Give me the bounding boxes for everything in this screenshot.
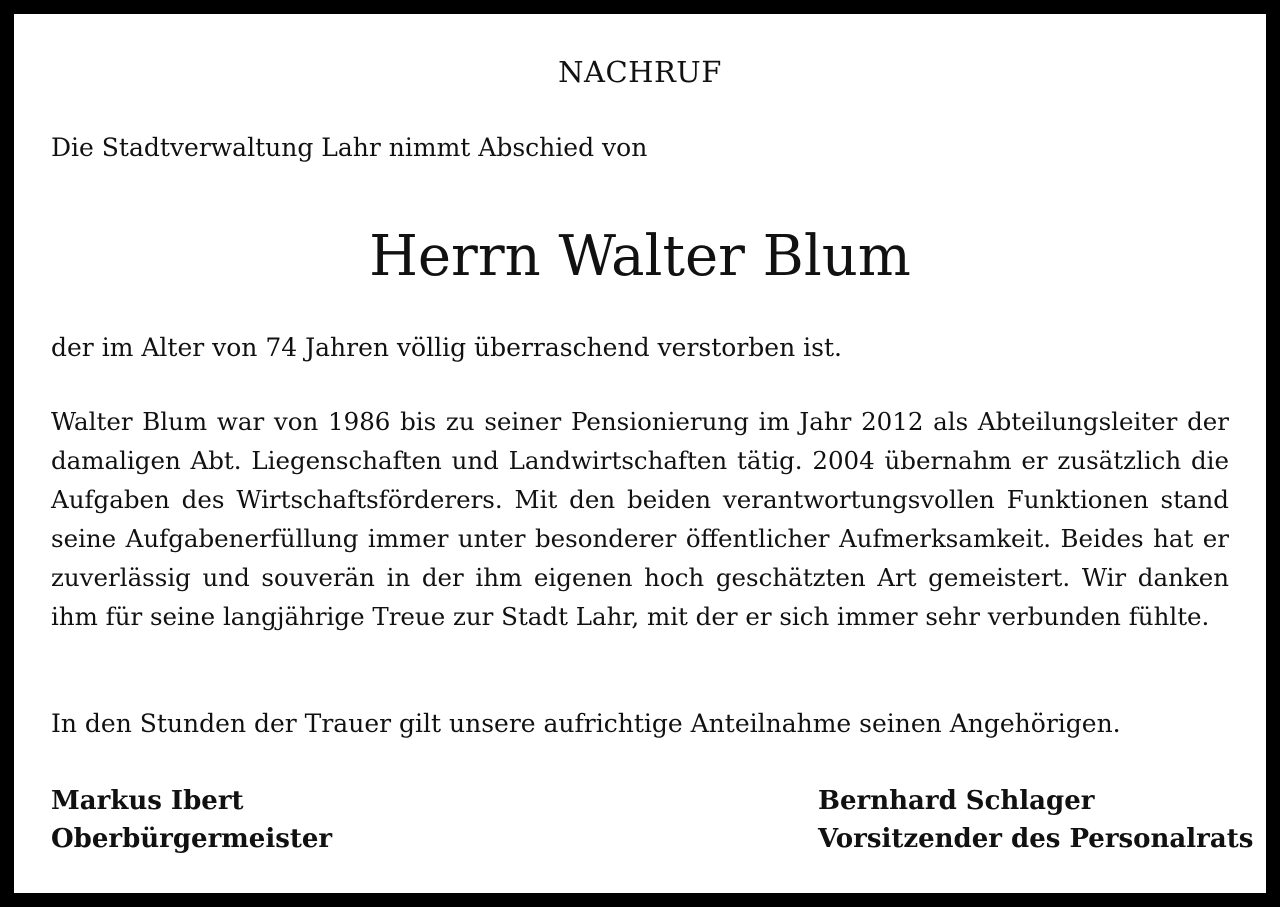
deceased-name: Herrn Walter Blum	[369, 224, 911, 289]
signature-mayor	[51, 782, 332, 858]
signatory-role: Oberbürgermeister	[51, 824, 333, 854]
age-line: der im Alter von 74 Jahren völlig überraschend verstorben ist.	[51, 333, 842, 362]
notice-heading: NACHRUF	[558, 55, 722, 89]
condolence-line: In den Stunden der Trauer gilt unsere aufrichtige Anteilnahme seinen Angehörigen.	[51, 709, 1121, 738]
signatory-name: Bernhard Schlager	[818, 786, 1095, 816]
signatory-role: Vorsitzender des Personalrats	[818, 824, 1254, 854]
intro-line: Die Stadtverwaltung Lahr nimmt Abschied von	[51, 133, 648, 162]
obituary-notice	[14, 14, 1266, 893]
signature-staff-council	[818, 782, 1253, 858]
tribute-paragraph: Walter Blum war von 1986 bis zu seiner Pensionierung im Jahr 2012 als Abteilungsleiter der damaligen Abt. Liegenschaften und Landwirtschaften tätig. 2004 übernahm er zusätzlich die Aufgaben des Wirtschaftsförderers. Mit den beiden verantwortungsvollen Funktionen stand seine Aufgabenerfüllung immer unter besonderer öffentlicher Aufmerksamkeit. Beides hat er zuverlässig und souverän in der ihm eigenen hoch geschätzten Art gemeistert. Wir danken ihm für seine langjährige Treue zur Stadt Lahr, mit der er sich immer sehr verbunden fühlte.	[51, 407, 1229, 631]
signatory-name: Markus Ibert	[51, 786, 244, 816]
